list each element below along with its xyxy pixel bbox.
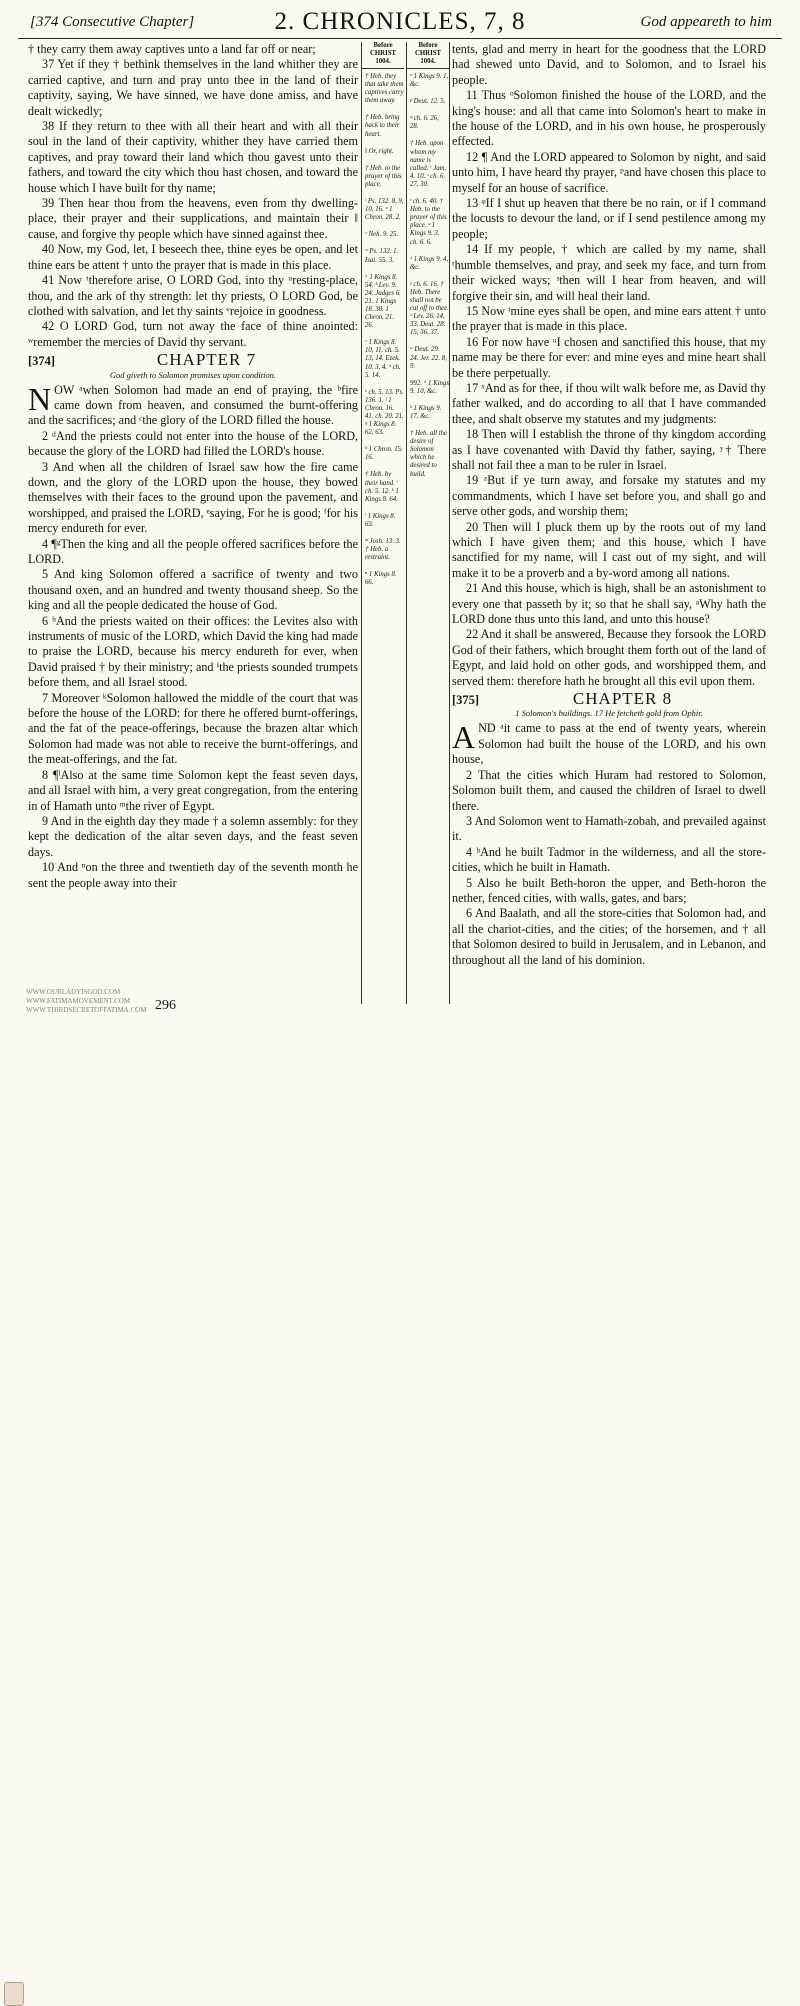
verse: † they carry them away captives unto a land far off or near; xyxy=(28,42,316,56)
margin-note: ᵃ 1 Kings 8. 54. ᵇ Lev. 9. 24. Judges 6. 21. 1 Kings 18. 38. 1 Chron. 21. 26. xyxy=(365,273,401,330)
verse: 21 And this house, which is high, shall be an astonishment to every one that passeth by it; so that he shall say, ᵃWhy hath the LORD done thus unto this land, and unto this house? xyxy=(452,581,766,627)
margin-note: † Heb. all the desire of Solomon which he desired to build. xyxy=(410,430,447,478)
chapter-summary: God giveth to Solomon promises upon condition. xyxy=(109,369,277,380)
verse: 7 Moreover ᵏSolomon hallowed the middle of the court that was before the house of the LORD: for there he offered burnt-offerings, and the fat of the peace-offerings, because the brazen altar which Solomon had made was not able to receive the burnt-offerings, and the meat-offerings, and the fat. xyxy=(28,690,358,767)
margin-note: ʷ Ps. 132. 1. Isai. 55. 3. xyxy=(365,248,399,264)
verse: 40 Now, my God, let, I beseech thee, thine eyes be open, and let thine ears be attent † unto the prayer that is made in this place. xyxy=(28,242,358,272)
verse: 6 ʰAnd the priests waited on their offices: the Levites also with instruments of music of the LORD, which David the king had made to praise the LORD, because his mercy endureth for ever, when David praised † by their ministry; and ⁱthe priests sounded trumpets before them, and all Israel stood. xyxy=(28,613,358,690)
seal-icon xyxy=(4,1982,24,2006)
consecutive-chapter-label: [374 Consecutive Chapter] xyxy=(30,14,195,30)
chapter-heading xyxy=(452,691,766,708)
chapter-heading xyxy=(28,352,358,369)
page-header xyxy=(18,8,782,39)
verse-first xyxy=(452,721,766,767)
verse: tents, glad and merry in heart for the goodness that the LORD had shewed unto David, and to Solomon, and to Israel his people. xyxy=(452,42,766,87)
footer-url: WWW.OURLADYISGOD.COM xyxy=(26,988,121,996)
verse: 8 ¶ˡAlso at the same time Solomon kept the feast seven days, and all Israel with him, a very great congregation, from the entering in of Hamath unto ᵐthe river of Egypt. xyxy=(28,767,358,813)
right-margin-references xyxy=(406,42,450,1004)
verse-text: ND ᵃit came to pass at the end of twenty years, wherein Solomon had built the house of the LORD, and his own house, xyxy=(452,721,766,767)
left-text-column xyxy=(28,42,358,1006)
chapter-summary: 1 Solomon's buildings. 17 He fetcheth gold from Ophir. xyxy=(515,708,703,719)
margin-note: ˡ 1 Kings 8. 65. xyxy=(365,512,396,528)
margin-note: ᵒ 1 Kings 9. 1, &c. xyxy=(410,73,449,89)
verse: 11 Thus ᵒSolomon finished the house of the LORD, and the king's house: and all that came into Solomon's heart to make in the house of the LORD, and in his own house, he prosperously effected. xyxy=(452,88,766,149)
verse: 39 Then hear thou from the heavens, even from thy dwelling-place, their prayer and their supplications, and maintain their ‖ cause, and forgive thy people which have sinned against thee. xyxy=(28,196,358,241)
margin-note: ᵖ Deut. 12. 5. xyxy=(410,98,446,106)
verse: 37 Yet if they † bethink themselves in the land whither they are carried captive, and turn and pray unto thee in the land of their captivity, saying, We have sinned, we have done amiss, and have dealt wickedly; xyxy=(28,57,358,118)
margin-note: † Heb. to the prayer of this place. xyxy=(365,164,402,188)
margin-note: ˣ 1 Kings 9. 4, &c. xyxy=(410,255,449,271)
verse: 9 And in the eighth day they made † a solemn assembly: for they kept the dedication of the altar seven days, and the feast seven days. xyxy=(28,813,358,859)
verse: 38 If they return to thee with all their heart and with all their soul in the land of their captivity, whither they have carried them captives, and pray toward their land which thou gavest unto their fathers, and toward the city which thou hast chosen, and toward the house which I have built for thy name; xyxy=(28,119,358,195)
margin-note: ᶜ 1 Kings 8. 10, 11. ch. 5. 13, 14. Ezek. 10. 3, 4. ᵈ ch. 5. 14. xyxy=(365,339,401,379)
drop-cap: N xyxy=(28,380,52,417)
verse: 2 That the cities which Huram had restored to Solomon, Solomon built them, and caused the children of Israel to dwell there. xyxy=(452,767,766,813)
verse: 19 ᶻBut if ye turn away, and forsake my statutes and my commandments, which I have set before you, and shall go and serve other gods, and worship them; xyxy=(452,473,766,519)
margin-note: † Heb. upon whom my name is called. ʳ Jam. 4. 10. ˢ ch. 6. 27, 30. xyxy=(410,140,447,188)
margin-note: † Heb. bring back to their heart. xyxy=(365,114,400,138)
margin-note: † Heb. they that take them captives carry them away. xyxy=(365,73,404,105)
margin-date-header: Before CHRIST 1004. xyxy=(407,42,449,69)
margin-note: ᵃ Deut. 29. 24. Jer. 22. 8, 9. xyxy=(410,346,447,370)
left-margin-references xyxy=(361,42,404,1004)
margin-note: 992. ᵃ 1 Kings 9. 10, &c. xyxy=(410,379,449,395)
verse: 22 And it shall be answered, Because they forsook the LORD God of their fathers, which brought them forth out of the land of Egypt, and laid hold on other gods, and worshipped them, and served them: therefore hath he brought all this evil upon them. xyxy=(452,627,766,688)
verse: 6 And Baalath, and all the store-cities that Solomon had, and all the chariot-cities, and the cities; of the horsemen, and † all that Solomon desired to build in Jerusalem, and in Lebanon, and throughout all the land of his dominion. xyxy=(452,906,766,967)
footer-url: WWW.FATIMAMOVEMENT.COM xyxy=(26,997,131,1005)
verse: 16 For now have ᵘI chosen and sanctified this house, that my name may be there for ever: and mine eyes and mine heart shall be there perpetually. xyxy=(452,334,766,380)
verse: 2 ᵈAnd the priests could not enter into the house of the LORD, because the glory of the LORD had filled the LORD's house. xyxy=(28,428,358,459)
margin-note: ‖ Or, right. xyxy=(365,147,394,155)
verse: 4 ᵇAnd he built Tadmor in the wilderness, and all the store-cities, which he built in Hamath. xyxy=(452,844,766,875)
verse: 5 And king Solomon offered a sacrifice of twenty and two thousand oxen, and an hundred and twenty thousand sheep. So the king and all the people dedicated the house of God. xyxy=(28,567,358,613)
verse: 42 O LORD God, turn not away the face of thine anointed: ʷremember the mercies of David thy servant. xyxy=(28,319,358,349)
margin-note: ᵗ ch. 6. 40. † Heb. to the prayer of this place. ᵘ 1 Kings 9. 3. ch. 6. 6. xyxy=(410,198,447,246)
verse-text: OW ᵃwhen Solomon had made an end of praying, the ᵇfire came down from heaven, and consumed the burnt-offering and the sacrifices; and ᶜthe glory of the LORD filled the house. xyxy=(28,382,358,428)
verse: 10 And ⁿon the three and twentieth day of the seventh month he sent the people away into their xyxy=(28,860,358,890)
page-topic: God appeareth to him xyxy=(640,14,772,30)
verse: 3 And Solomon went to Hamath-zobah, and prevailed against it. xyxy=(452,813,766,844)
verse: 12 ¶ And the LORD appeared to Solomon by night, and said unto him, I have heard thy prayer, ᵖand have chosen this place to myself for an house of sacrifice. xyxy=(452,149,766,195)
chapter-number: [375] xyxy=(452,693,480,708)
margin-note: ʸ ch. 6. 16. † Heb. There shall not be cut off to thee. ᶻ Lev. 26. 14, 33. Deut. 28. 15, 36, 37. xyxy=(410,280,449,337)
chapter-title: CHAPTER 7 xyxy=(156,350,257,370)
margin-note: ᵇ 1 Kings 9. 17, &c. xyxy=(410,404,442,420)
page-number: 296 xyxy=(155,998,176,1013)
verse: 3 And when all the children of Israel saw how the fire came down, and the glory of the LORD upon the house, they bowed themselves with their faces to the ground upon the pavement, and worshipped, and praised the LORD, ᵉsaying, For he is good; ᶠfor his mercy endureth for ever. xyxy=(28,459,358,536)
verse-first xyxy=(28,380,358,429)
right-text-column xyxy=(452,42,766,1010)
margin-note: ʰ 1 Chron. 15. 16. xyxy=(365,446,403,462)
margin-note: ⁿ 1 Kings 8. 66. xyxy=(365,571,397,587)
verse: 5 Also he built Beth-horon the upper, and Beth-horon the nether, fenced cities, with walls, gates, and bars; xyxy=(452,875,766,905)
margin-note: ᵠ ch. 6. 26, 28. xyxy=(410,115,439,131)
margin-note: ᵗ Ps. 132. 8, 9, 10, 16. ᵘ 1 Chron. 28. 2. xyxy=(365,198,404,222)
running-title: 2. CHRONICLES, 7, 8 xyxy=(274,8,526,35)
margin-date-header: Before CHRIST 1004. xyxy=(362,42,404,69)
margin-note: ᵐ Josh. 13. 3. † Heb. a restraint. xyxy=(365,538,401,562)
margin-note: † Heb. by their hand. ⁱ ch. 5. 12. ᵏ 1 Kings 8. 64. xyxy=(365,471,399,503)
footer-url: WWW.THIRDSECRETOFFATIMA.COM xyxy=(26,1006,147,1014)
verse: 18 Then will I establish the throne of thy kingdom according as I have covenanted with David thy father, saying, ʸ† There shall not fail thee a man to be ruler in Israel. xyxy=(452,427,766,472)
verse: 14 If my people, † which are called by my name, shall ʳhumble themselves, and pray, and seek my face, and turn from their wicked ways; ˢthen will I hear from heaven, and will forgive their sin, and will heal their land. xyxy=(452,242,766,303)
margin-note: ᵛ Neh. 9. 25. xyxy=(365,231,399,239)
drop-cap: A xyxy=(452,719,476,756)
verse: 41 Now ᵗtherefore arise, O LORD God, into thy ᵘresting-place, thou, and the ark of thy strength: let thy priests, O LORD God, be clothed with salvation, and let thy saints ᵛrejoice in goodness. xyxy=(28,273,358,318)
verse: 4 ¶ᵍThen the king and all the people offered sacrifices before the LORD. xyxy=(28,536,358,566)
chapter-title: CHAPTER 8 xyxy=(572,689,673,709)
verse: 17 ˣAnd as for thee, if thou wilt walk before me, as David thy father walked, and do according to all that I have commanded thee, and shalt observe my statutes and my judgments: xyxy=(452,380,766,426)
margin-note: ᵉ ch. 5. 13. Ps. 136. 1. ᶠ 1 Chron. 16. 41. ch. 20. 21. ᵍ 1 Kings 8. 62, 63. xyxy=(365,388,404,437)
verse: 20 Then will I pluck them up by the roots out of my land which I have given them; and this house, which I have sanctified for my name, will I cast out of my sight, and will make it to be a proverb and a by-word among all nations. xyxy=(452,519,766,580)
verse: 15 Now ᵗmine eyes shall be open, and mine ears attent † unto the prayer that is made in this place. xyxy=(452,303,766,334)
chapter-number: [374] xyxy=(28,354,56,369)
verse: 13 ᵠIf I shut up heaven that there be no rain, or if I command the locusts to devour the land, or if I send pestilence among my people; xyxy=(452,196,766,241)
